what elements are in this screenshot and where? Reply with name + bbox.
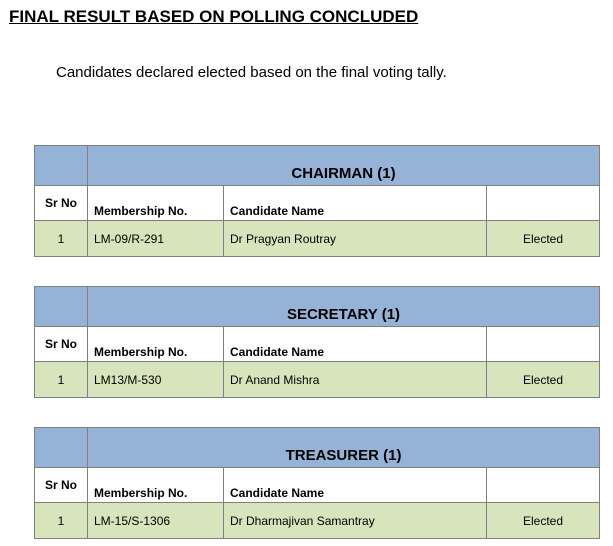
membership-no-header: Membership No. — [88, 327, 224, 362]
sr-no-header: Sr No — [35, 186, 88, 221]
membership-no-header: Membership No. — [88, 468, 224, 503]
post-title: CHAIRMAN (1) — [88, 146, 600, 186]
post-header-blank-cell — [35, 428, 88, 468]
result-header — [487, 468, 600, 503]
result-cell: Elected — [487, 221, 600, 257]
column-header-row — [35, 468, 600, 503]
secretary-result-table — [34, 286, 600, 398]
result-cell: Elected — [487, 503, 600, 539]
result-header — [487, 327, 600, 362]
result-cell: Elected — [487, 362, 600, 398]
membership-no-cell: LM-09/R-291 — [88, 221, 224, 257]
post-header-row — [35, 428, 600, 468]
sr-no-header: Sr No — [35, 327, 88, 362]
candidate-name-cell: Dr Pragyan Routray — [224, 221, 487, 257]
post-title: SECRETARY (1) — [88, 287, 600, 327]
result-header — [487, 186, 600, 221]
treasurer-result-table — [34, 427, 600, 539]
candidate-name-cell: Dr Anand Mishra — [224, 362, 487, 398]
column-header-row — [35, 186, 600, 221]
post-header-blank-cell — [35, 287, 88, 327]
candidate-name-header: Candidate Name — [224, 186, 487, 221]
chairman-result-table — [34, 145, 600, 257]
membership-no-cell: LM13/M-530 — [88, 362, 224, 398]
column-header-row — [35, 327, 600, 362]
post-title: TREASURER (1) — [88, 428, 600, 468]
sr-no-header: Sr No — [35, 468, 88, 503]
post-header-row — [35, 146, 600, 186]
intro-text: Candidates declared elected based on the final voting tally. — [56, 64, 447, 81]
sr-no-cell: 1 — [35, 362, 88, 398]
page-title: FINAL RESULT BASED ON POLLING CONCLUDED — [9, 7, 419, 26]
sr-no-cell: 1 — [35, 503, 88, 539]
candidate-row — [35, 362, 600, 398]
post-header-row — [35, 287, 600, 327]
membership-no-header: Membership No. — [88, 186, 224, 221]
candidate-name-header: Candidate Name — [224, 327, 487, 362]
candidate-name-cell: Dr Dharmajivan Samantray — [224, 503, 487, 539]
post-header-blank-cell — [35, 146, 88, 186]
candidate-row — [35, 221, 600, 257]
candidate-name-header: Candidate Name — [224, 468, 487, 503]
membership-no-cell: LM-15/S-1306 — [88, 503, 224, 539]
sr-no-cell: 1 — [35, 221, 88, 257]
candidate-row — [35, 503, 600, 539]
